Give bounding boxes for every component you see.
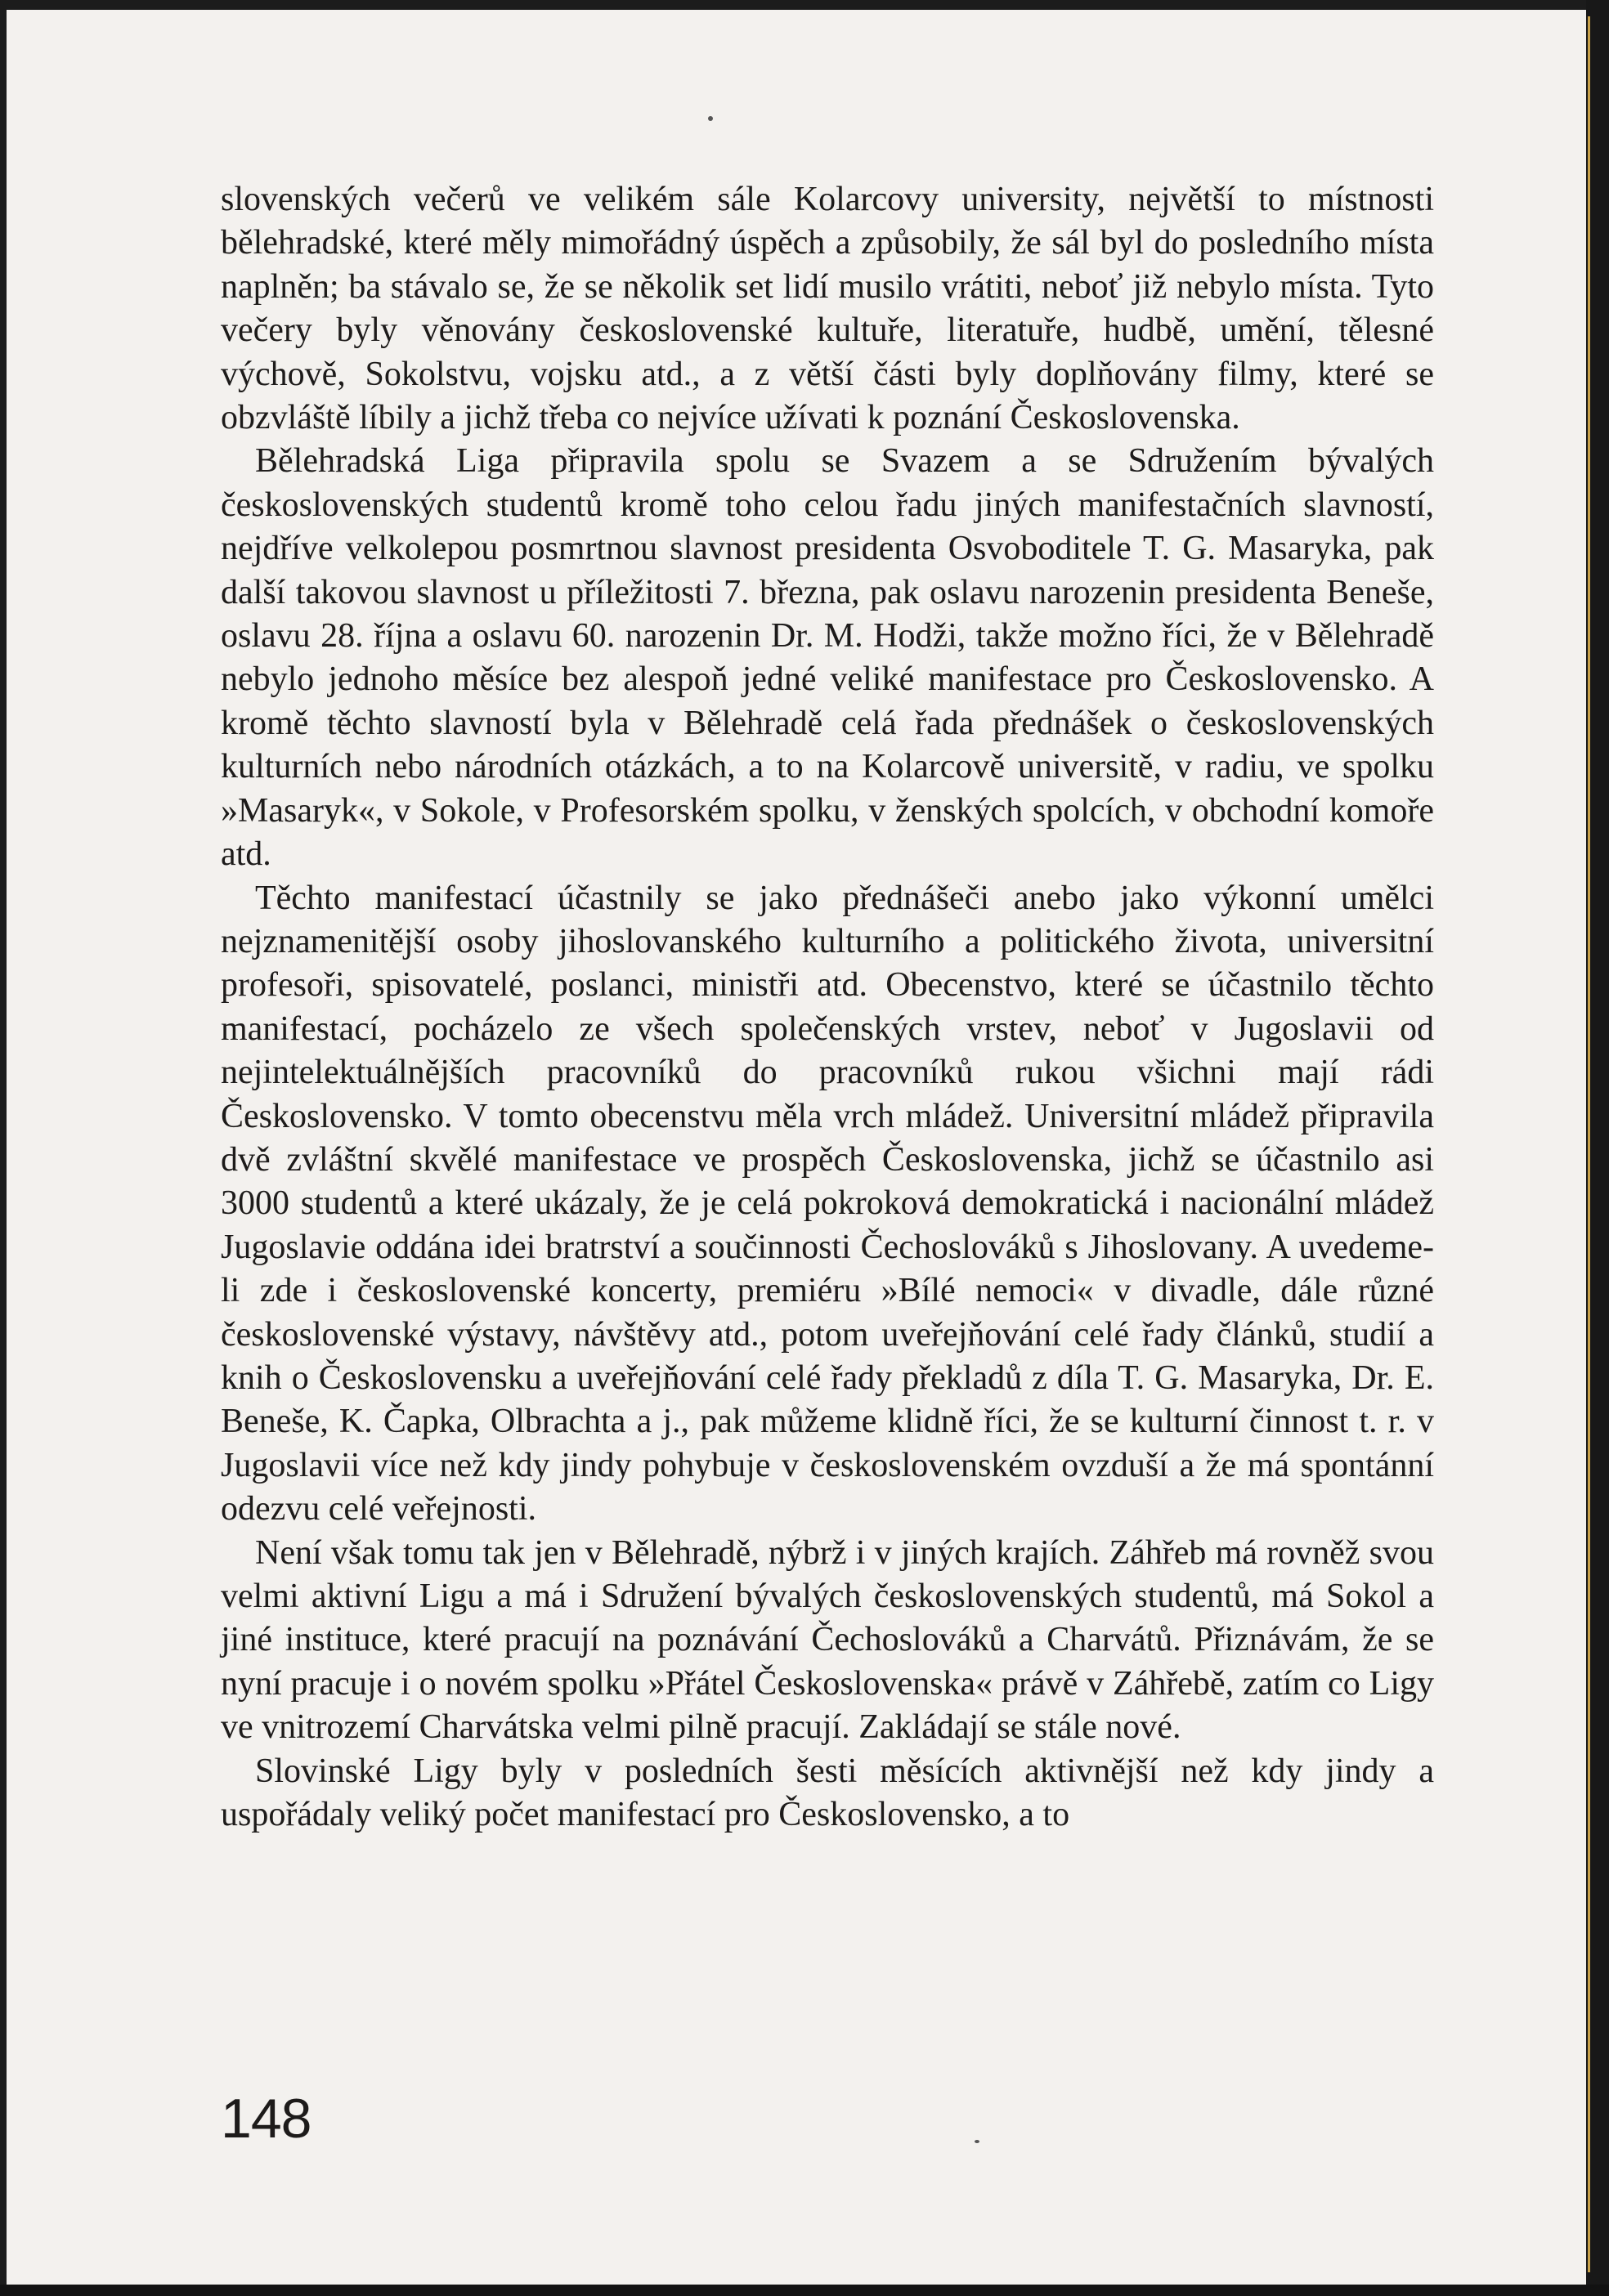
- paragraph-4: Není však tomu tak jen v Bělehradě, nýbrž i v jiných krajích. Záhřeb má rovněž svou velmi aktivní Ligu a má i Sdružení bývalých československých studentů, má Sokol a jiné instituce, které pracují na poznávání Čechoslováků a Charvátů. Přiznávám, že se nyní pracuje i o novém spolku »Přátel Československa« právě v Záhřebě, zatím co Ligy ve vnitrozemí Charvátska velmi pilně pracují. Zakládají se stále nové.: [221, 1533, 1434, 1747]
- book-edge-right: [1586, 0, 1609, 2296]
- paper-speck-top: [708, 116, 713, 121]
- paragraph-2: Bělehradská Liga připravila spolu se Svazem a se Sdružením bývalých československých studentů kromě toho celou řadu jiných manifestačních slavností, nejdříve velkolepou posmrtnou slavnost presidenta Osvoboditele T. G. Masaryka, pak další takovou slavnost u příležitosti 7. března, pak oslavu narozenin presidenta Beneše, oslavu 28. října a oslavu 60. narozenin Dr. M. Hodži, takže možno říci, že v Bělehradě nebylo jednoho měsíce bez alespoň jedné veliké manifestace pro Československo. A kromě těchto slavností byla v Bělehradě celá řada přednášek o československých kulturních nebo národních otázkách, a to na Kolarcově universitě, v radiu, ve spolku »Masaryk«, v Sokole, v Profesorském spolku, v ženských spolcích, v obchodní komoře atd.: [221, 442, 1434, 874]
- page-number: 148: [221, 2088, 311, 2150]
- paper-speck-bottom: [975, 2140, 979, 2143]
- body-text: [221, 178, 1434, 1837]
- paragraph-1: slovenských večerů ve velikém sále Kolarcovy university, největší to místnosti bělehradské, které měly mimořádný úspěch a způsobily, že sál byl do posledního místa naplněn; ba stávalo se, že se několik set lidí musilo vrátiti, neboť již nebylo místa. Tyto večery byly věnovány československé kultuře, literatuře, hudbě, umění, tělesné výchově, Sokolstvu, vojsku atd., a z větší části byly doplňovány filmy, které se obzvláště líbily a jichž třeba co nejvíce užívati k poznání Československa.: [221, 181, 1434, 437]
- paragraph-3: Těchto manifestací účastnily se jako přednášeči anebo jako výkonní umělci nejznamenitější osoby jihoslovanského kulturního a politického života, universitní profesoři, spisovatelé, poslanci, ministři atd. Obecenstvo, které se účastnilo těchto manifestací, pocházelo ze všech společenských vrstev, neboť v Jugoslavii od nejintelektuálnějších pracovníků do pracovníků rukou všichni mají rádi Československo. V tomto obecenstvu měla vrch mládež. Universitní mládež připravila dvě zvláštní skvělé manifestace ve prospěch Československa, jichž se účastnilo asi 3000 studentů a které ukázaly, že je celá pokroková demokratická i nacionální mládež Jugoslavie oddána idei bratrství a součinnosti Čechoslováků s Jihoslovany. A uvedeme-li zde i československé koncerty, premiéru »Bílé nemoci« v divadle, dále různé československé výstavy, návštěvy atd., potom uveřejňování celé řady článků, studií a knih o Československu a uveřejňování celé řady překladů z díla T. G. Masaryka, Dr. E. Beneše, K. Čapka, Olbrachta a j., pak můžeme klidně říci, že se kulturní činnost t. r. v Jugoslavii více než kdy jindy pohybuje v československém ovzduší a že má spontánní odezvu celé veřejnosti.: [221, 879, 1434, 1528]
- book-edge-bottom: [0, 2285, 1609, 2296]
- paragraph-5: Slovinské Ligy byly v posledních šesti měsících aktivnější než kdy jindy a uspořádaly veliký počet manifestací pro Československo, a to: [221, 1752, 1434, 1834]
